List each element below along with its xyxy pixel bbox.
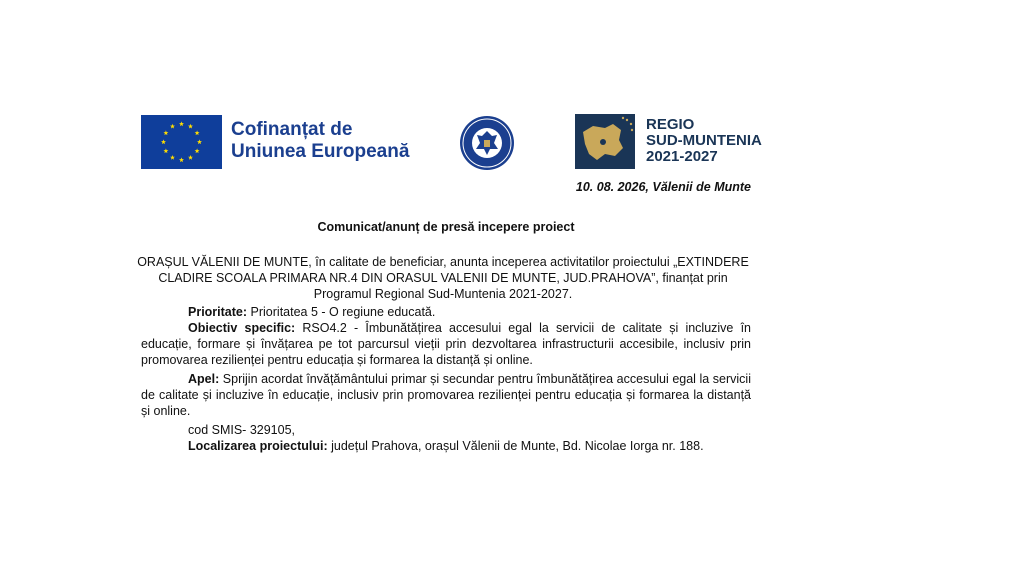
priority-value: Prioritatea 5 - O regiune educată. [247, 305, 436, 319]
eu-stars-icon [141, 115, 222, 169]
eu-star-icon [188, 124, 193, 129]
regio-line1: REGIO [646, 116, 695, 133]
government-seal-logo [459, 115, 515, 171]
eu-star-icon [179, 157, 184, 162]
intro-paragraph: ORAȘUL VĂLENII DE MUNTE, în calitate de beneficiar, anunta inceperea activitatilor proiectului „EXTINDERE CLADIRE SCOALA PRIMARA NR.4 DIN ORASUL VALENII DE MUNTE, JUD.PRAHOVA”, finanțat prin Programul Regional Sud-Muntenia 2021-2027. [137, 255, 749, 301]
priority-paragraph [141, 304, 751, 320]
location-value: județul Prahova, orașul Vălenii de Munte, Bd. Nicolae Iorga nr. 188. [327, 439, 704, 453]
call-paragraph [141, 371, 751, 419]
eu-text-line2: Uniunea Europeană [231, 141, 410, 162]
eu-star-icon [188, 155, 193, 160]
eu-star-icon [179, 121, 184, 126]
call-label: Apel: [188, 372, 220, 386]
regio-map-logo [575, 114, 635, 169]
objective-value: RSO4.2 - Îmbunătățirea accesului egal la servicii de calitate și incluzive în educație, formare și învățarea pe tot parcursul vieții prin dezvoltarea infrastructurii accesibile, inclusiv prin promovarea rezilienței pentru educația și formarea la distanță și online. [141, 321, 751, 367]
region-map-icon [575, 114, 635, 169]
date-location: 10. 08. 2026, Vălenii de Munte [575, 180, 751, 194]
document-title: Comunicat/anunț de presă incepere proiect [317, 220, 575, 234]
logo-header [0, 112, 1024, 172]
eu-cofinancing-text [231, 119, 409, 163]
eu-star-icon [170, 155, 175, 160]
eu-star-icon [195, 130, 200, 135]
eu-star-icon [195, 148, 200, 153]
eu-star-icon [163, 148, 168, 153]
objective-paragraph [141, 320, 751, 368]
objective-label: Obiectiv specific: [188, 321, 296, 335]
location-paragraph [141, 438, 751, 454]
priority-label: Prioritate: [188, 305, 248, 319]
location-label: Localizarea proiectului: [188, 439, 328, 453]
eu-star-icon [161, 139, 166, 144]
regio-line3: 2021-2027 [646, 148, 718, 165]
regio-program-text [646, 117, 762, 165]
call-value: Sprijin acordat învățământului primar și secundar pentru îmbunătățirea accesului egal la servicii de calitate și incluzive în educație, inclusiv prin promovarea rezilienței pentru educația și formarea la distanță și online. [141, 372, 751, 418]
eu-star-icon [197, 139, 202, 144]
eu-text-line1: Cofinanțat de [231, 119, 353, 140]
eu-flag-logo [141, 115, 222, 169]
regio-line2: SUD-MUNTENIA [646, 132, 762, 149]
smis-code: cod SMIS- 329105, [188, 423, 296, 437]
eu-star-icon [163, 130, 168, 135]
eu-star-icon [170, 124, 175, 129]
